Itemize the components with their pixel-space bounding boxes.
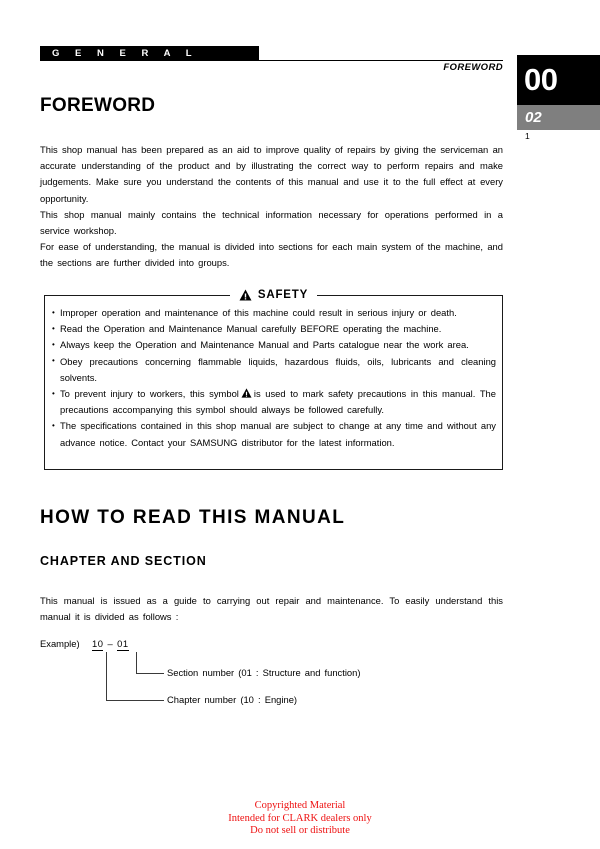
chapter-header-bar: G E N E R A L <box>40 46 259 61</box>
how-to-read-paragraph: This manual is issued as a guide to carrying out repair and maintenance. To easily understand this manual it is divided as follows : <box>40 595 503 623</box>
leader-line-chapter-horizontal <box>106 700 164 701</box>
watermark-line-3: Do not sell or distribute <box>250 825 350 837</box>
example-chapter-code: 10 <box>92 638 104 649</box>
index-page-number: 1 <box>525 131 530 141</box>
foreword-paragraph: For ease of understanding, the manual is divided into sections for each main system of the machine, and the sections are further divided into groups. <box>40 241 503 269</box>
safety-list-item: • Read the Operation and Maintenance Manual carefully BEFORE operating the machine. <box>52 321 496 337</box>
foreword-paragraph: This shop manual mainly contains the technical information necessary for operations performed in a service workshop. <box>40 208 503 237</box>
page-title: FOREWORD <box>40 95 156 116</box>
watermark-line-2: Intended for CLARK dealers only <box>228 812 372 824</box>
warning-triangle-icon <box>241 387 252 397</box>
example-section-code: 01 <box>117 638 129 649</box>
safety-list-item: • Obey precautions concerning flammable liquids, hazardous fluids, oils, lubricants and cleaning solvents. <box>52 354 496 386</box>
safety-list-item: • Improper operation and maintenance of this machine could result in serious injury or death. <box>52 305 496 321</box>
section-title-how-to-read: HOW TO READ THIS MANUAL <box>40 507 346 528</box>
safety-list-item: • Always keep the Operation and Maintenance Manual and Parts catalogue near the work area. <box>52 337 496 353</box>
example-code <box>92 638 129 649</box>
safety-symbol-text-before: To prevent injury to workers, this symbol <box>60 388 239 400</box>
how-to-read-body <box>40 593 503 625</box>
copyright-watermark <box>0 800 600 838</box>
safety-symbol-text-after: is used to mark safety precautions in this manual. The precautions accompanying this symbol should always be followed carefully. <box>60 388 496 416</box>
example-label: Example) <box>40 638 80 649</box>
watermark-line-1: Copyrighted Material <box>254 800 346 811</box>
subsection-title-chapter-and-section: CHAPTER AND SECTION <box>40 554 207 568</box>
foreword-body <box>40 142 503 272</box>
safety-list-item-symbol <box>52 386 496 418</box>
safety-list <box>52 305 496 451</box>
foreword-paragraph: This shop manual has been prepared as an aid to improve quality of repairs by giving the serviceman an accurate understanding of the product and by illustrating the correct way to perform repairs and make judgements. Make sure you understand the contents of this manual and use it to the full effect at every opportunity. <box>40 144 503 204</box>
example-section-description: Section number (01 : Structure and function) <box>167 667 361 678</box>
page-index-tab <box>517 55 600 142</box>
leader-line-section-horizontal <box>136 673 164 674</box>
example-diagram <box>40 638 460 716</box>
running-header-title: FOREWORD <box>443 62 503 73</box>
example-dash: – <box>107 638 114 649</box>
index-section-number: 02 <box>517 105 600 130</box>
example-chapter-description: Chapter number (10 : Engine) <box>167 694 298 705</box>
leader-line-chapter-vertical <box>106 652 107 701</box>
safety-title: SAFETY <box>257 289 309 301</box>
leader-line-section-vertical <box>136 652 137 674</box>
header-rule <box>259 60 503 61</box>
index-chapter-number: 00 <box>517 55 600 105</box>
safety-list-item: • The specifications contained in this shop manual are subject to change at any time and without any advance notice. Contact your SAMSUNG distributor for the latest information. <box>52 418 496 450</box>
